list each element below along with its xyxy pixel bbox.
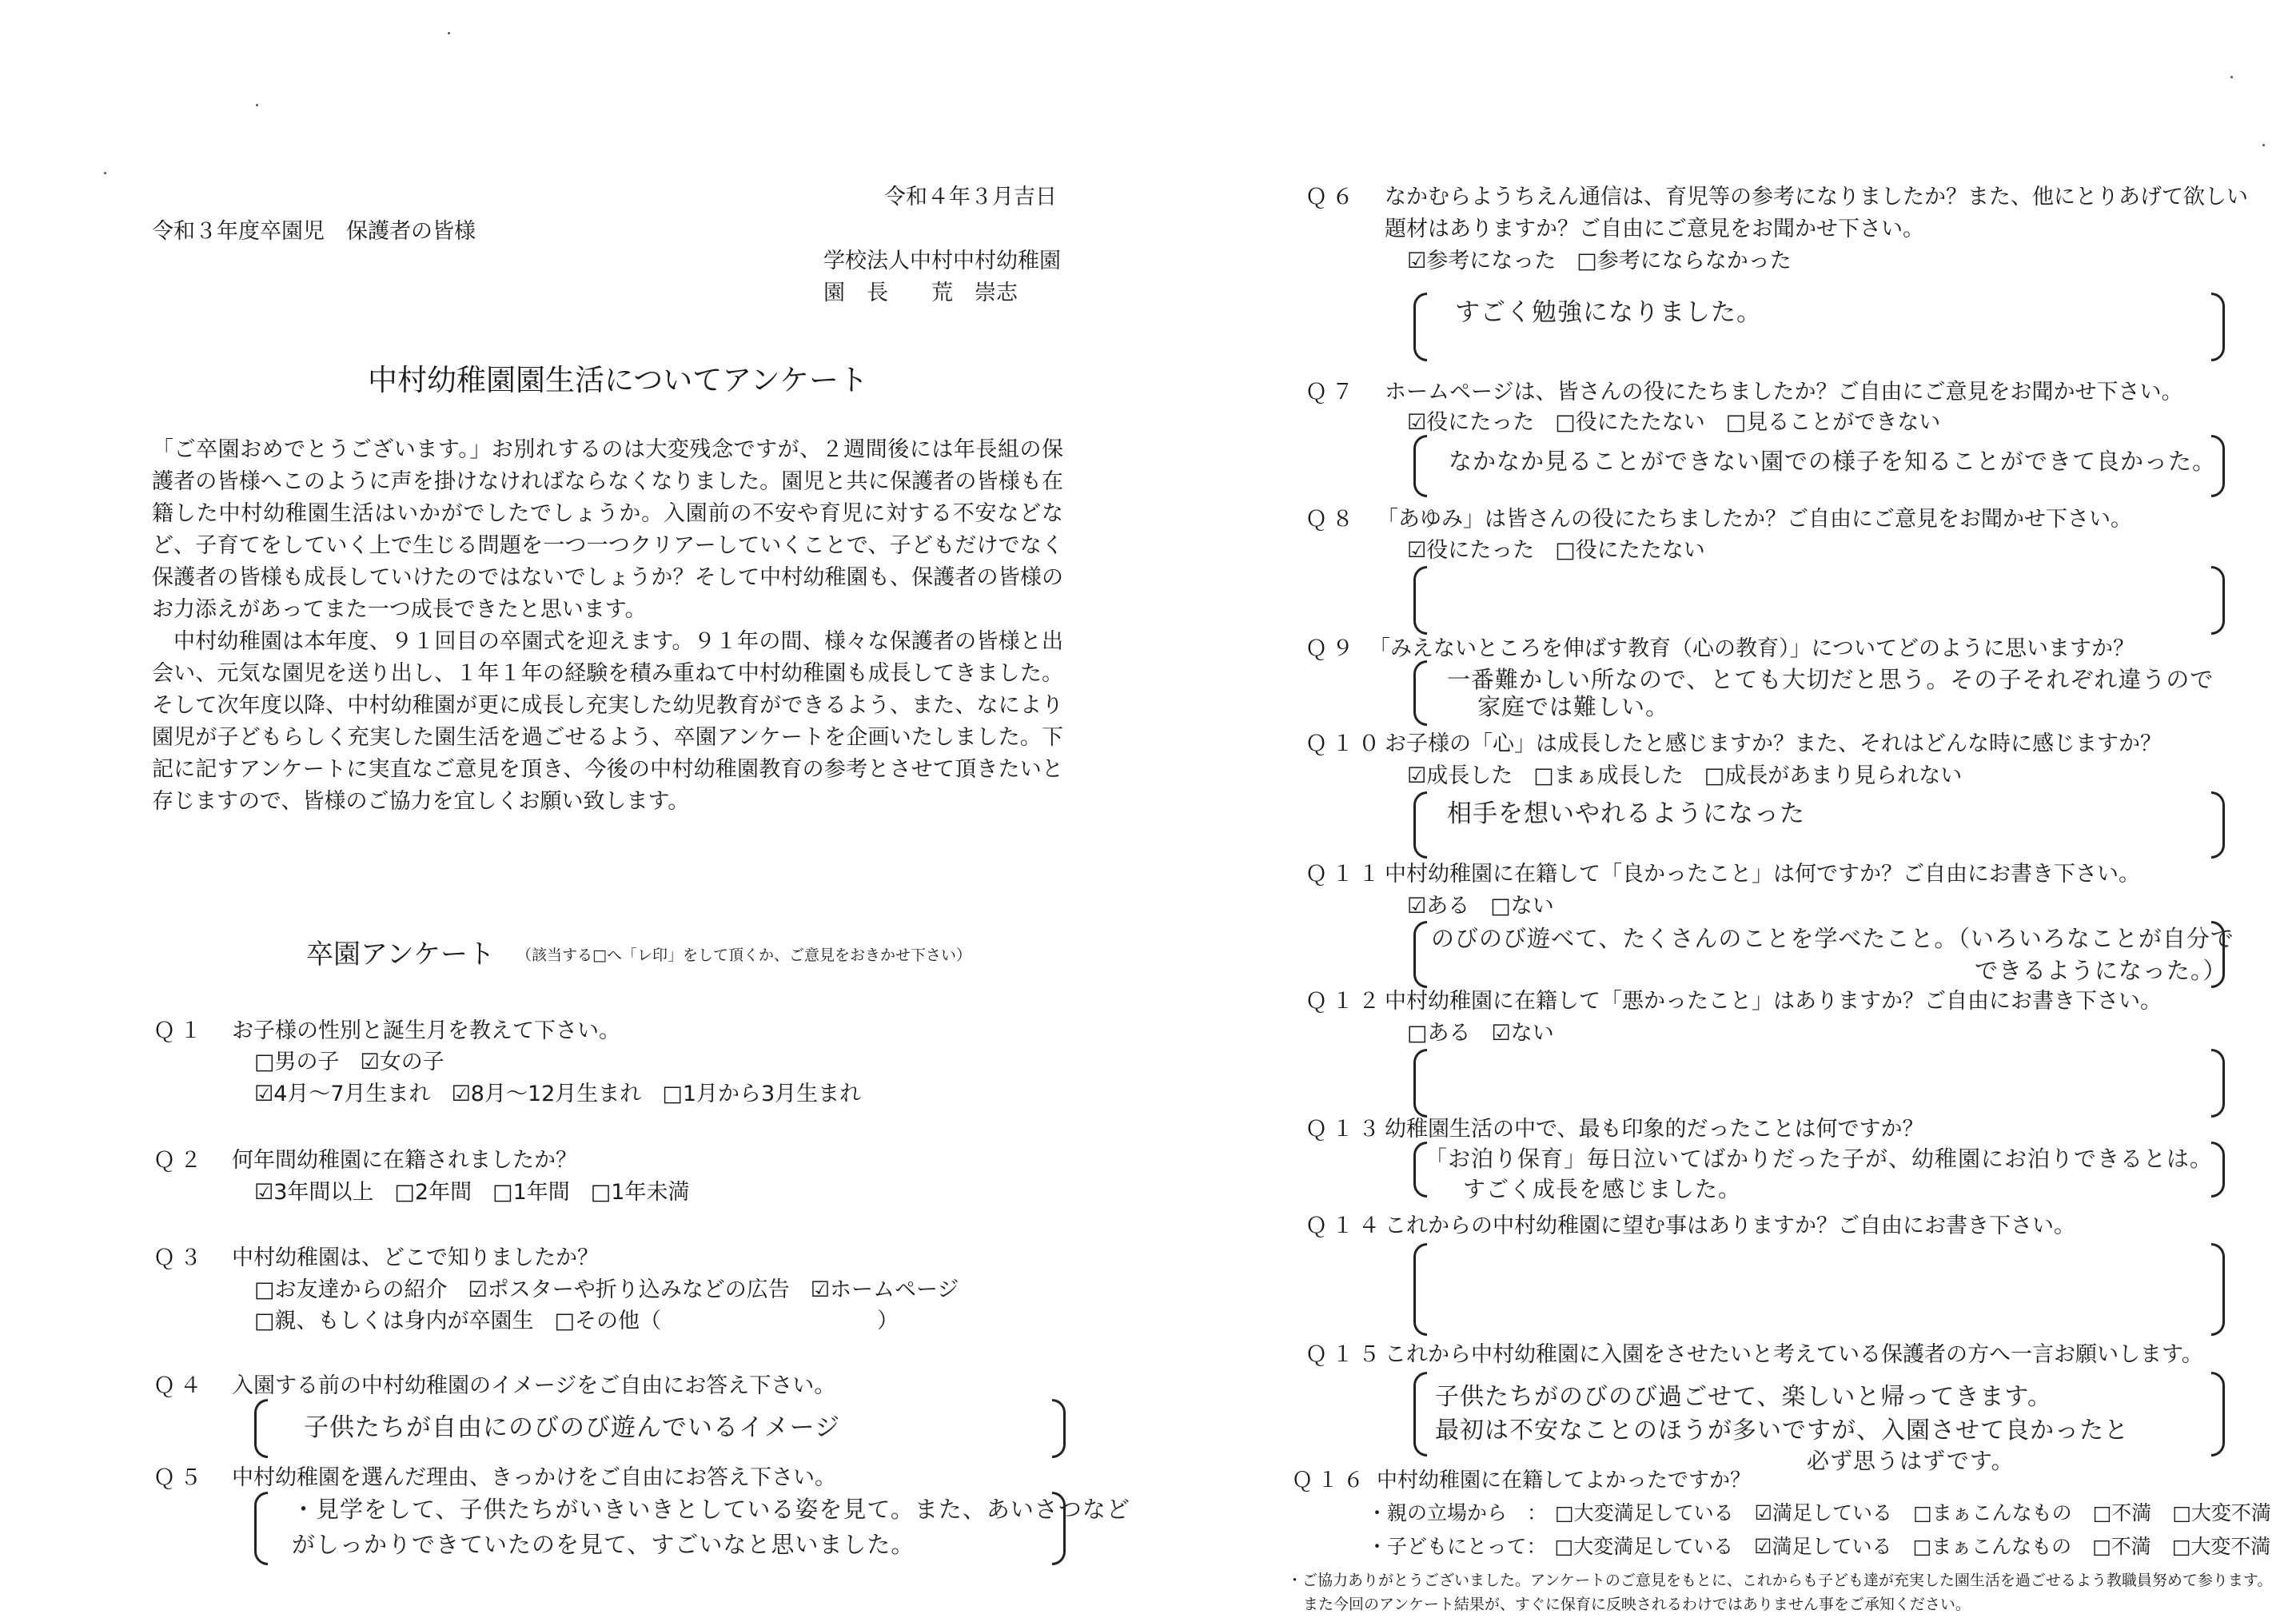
q15-bracket-right [2211, 1372, 2225, 1457]
q16-child-very-dissatisfied[interactable]: □大変不満 [2171, 1535, 2271, 1558]
q6-bracket-right [2211, 293, 2225, 361]
q16-child-label: ・子どもにとって： [1367, 1535, 1547, 1558]
q10-bracket-left [1413, 791, 1427, 859]
scan-speck [448, 32, 450, 34]
q16-question: 中村幼稚園に在籍してよかったですか？ [1377, 1469, 1752, 1492]
q8-question: 「あゆみ」は皆さんの役にたちましたか？ご自由にご意見をお聞かせ下さい。 [1377, 507, 2132, 532]
q15-bracket-left [1413, 1372, 1427, 1457]
q16-parent-label: ・親の立場から ： [1367, 1501, 1548, 1524]
q9-number: Ｑ９ [1305, 636, 1358, 661]
q15-question: これから中村幼稚園に入園をさせたいと考えている保護者の方へ一言お願いします。 [1385, 1342, 2203, 1367]
q4-bracket-right [1052, 1399, 1066, 1458]
q1-option-jan-mar[interactable]: □1月から3月生まれ [662, 1082, 862, 1106]
q16-parent-satisfied[interactable]: ☑満足している [1754, 1501, 1893, 1524]
q8-bracket-left [1413, 566, 1427, 635]
intro-paragraph-2: 中村幼稚園は本年度、９１回目の卒園式を迎えます。９１年の間、様々な保護者の皆様と出会い、元気な園児を送り出し、１年１年の経験を積み重ねて中村幼稚園も成長してきました。そして次年度以降、中村幼稚園が更に成長し充実した幼児教育ができるよう、また、なにより園児が子どもらしく充実した園生活を過ごせるよう、卒園アンケートを企画いたしました。下記に記すアンケートに実直なご意見を頂き、今後の中村幼稚園教育の参考とさせて頂きたいと存じますので、皆様のご協力を宜しくお願い致します。 [152, 629, 1063, 814]
intro-paragraph-1: 「ご卒園おめでとうございます。」お別れするのは大変残念ですが、２週間後には年長組の保護者の皆様へこのように声を掛けなければならなくなりました。園児と共に保護者の皆様も在籍した中村幼稚園生活はいかがでしたでしょうか。入園前の不安や育児に対する不安などなど、子育てをしていく上で生じる問題を一つ一つクリアーしていくことで、子どもだけでなく保護者の皆様も成長していけたのではないでしょうか？そして中村幼稚園も、保護者の皆様のお力添えがあってまた一つ成長できたと思います。 [152, 437, 1063, 622]
q13-number: Ｑ１３ [1305, 1117, 1385, 1142]
q6-number: Ｑ６ [1305, 185, 1358, 209]
q15-answer-line1[interactable]: 子供たちがのびのび過ごせて、楽しいと帰ってきます。 [1435, 1383, 2052, 1411]
q13-bracket-right [2211, 1142, 2225, 1198]
q3-options-row1 [254, 1277, 979, 1304]
q16-parent-very-satisfied[interactable]: □大変満足している [1555, 1501, 1734, 1524]
q5-question: 中村幼稚園を選んだ理由、きっかけをご自由にお答え下さい。 [232, 1465, 836, 1490]
q16-child-row [1367, 1533, 2270, 1560]
q7-option-useful[interactable]: ☑役にたった [1407, 410, 1535, 435]
q10-options [1407, 763, 1983, 790]
principal-name: 園 長 荒 崇志 [823, 281, 1018, 305]
q10-question: お子様の「心」は成長したと感じますか？また、それはどんな時に感じますか？ [1385, 731, 2162, 756]
q11-answer-line1[interactable]: のびのび遊べて、たくさんのことを学べたこと。（いろいろなことが自分で [1431, 925, 2234, 952]
q12-option-no[interactable]: ☑ない [1491, 1021, 1554, 1046]
q3-option-other[interactable]: □その他（ ） [554, 1309, 899, 1333]
q6-bracket-left [1413, 293, 1427, 361]
recipient-line: 令和３年度卒園児 保護者の皆様 [152, 219, 476, 244]
q16-child-satisfied[interactable]: ☑満足している [1754, 1535, 1892, 1558]
q14-number: Ｑ１４ [1305, 1214, 1385, 1238]
intro-text [152, 434, 1063, 818]
q15-answer-line3[interactable]: 必ず思うはずです。 [1807, 1448, 2015, 1474]
q11-number: Ｑ１１ [1305, 862, 1385, 887]
q3-option-homepage[interactable]: ☑ホームページ [810, 1277, 959, 1302]
q6-answer[interactable]: すごく勉強になりました。 [1455, 298, 1762, 327]
q7-answer[interactable]: なかなか見ることができない園での様子を知ることができて良かった。 [1449, 448, 2217, 475]
q14-bracket-right [2211, 1243, 2225, 1336]
q12-options [1407, 1020, 1575, 1047]
q5-answer-line1[interactable]: ・見学をして、子供たちがいきいきとしている姿を見て。また、あいさつなど [292, 1496, 1130, 1523]
q12-bracket-right [2211, 1049, 2225, 1118]
q7-option-not-useful[interactable]: □役にたたない [1555, 410, 1705, 435]
q3-question: 中村幼稚園は、どこで知りましたか？ [232, 1245, 599, 1270]
organization-name: 学校法人中村中村幼稚園 [823, 249, 1061, 273]
q11-bracket-left [1413, 921, 1427, 988]
q11-options [1407, 893, 1575, 920]
survey-note: （該当する□へ「レ印」をして頂くか、ご意見をおきかせ下さい） [516, 946, 971, 964]
q1-question: お子様の性別と誕生月を教えて下さい。 [232, 1018, 620, 1043]
q8-option-useful[interactable]: ☑役にたった [1407, 538, 1535, 563]
q6-options [1407, 248, 1812, 275]
q3-number: Ｑ３ [153, 1245, 206, 1270]
document-date: 令和４年３月吉日 [884, 185, 1057, 209]
scan-speck [256, 104, 258, 106]
q16-parent-so-so[interactable]: □まぁこんなもの [1913, 1501, 2072, 1524]
q9-bracket-left [1413, 660, 1427, 726]
q1-option-apr-jul[interactable]: ☑4月～7月生まれ [254, 1082, 431, 1106]
q5-number: Ｑ５ [153, 1465, 206, 1490]
q10-option-somewhat[interactable]: □まぁ成長した [1533, 763, 1684, 788]
q12-option-yes[interactable]: □ある [1407, 1021, 1471, 1046]
q11-question: 中村幼稚園に在籍して「良かったこと」は何ですか？ご自由にお書き下さい。 [1385, 862, 2140, 887]
q12-bracket-left [1413, 1049, 1427, 1118]
q3-option-friend[interactable]: □お友達からの紹介 [254, 1277, 448, 1302]
q7-question: ホームページは、皆さんの役にたちましたか？ご自由にご意見をお聞かせ下さい。 [1385, 380, 2183, 404]
scan-speck [104, 172, 106, 174]
q2-option-lt1yr[interactable]: □1年未満 [590, 1180, 690, 1205]
q14-bracket-left [1413, 1243, 1427, 1336]
q4-answer[interactable]: 子供たちが自由にのびのび遊んでいるイメージ [304, 1413, 841, 1442]
q14-question: これからの中村幼稚園に望む事はありますか？ご自由にお書き下さい。 [1385, 1214, 2075, 1238]
q8-option-not-useful[interactable]: □役にたたない [1555, 538, 1705, 563]
q15-number: Ｑ１５ [1305, 1342, 1385, 1367]
q9-question: 「みえないところを伸ばす教育（心の教育）」についてどのように思いますか？ [1369, 636, 2135, 661]
q7-option-cannot-view[interactable]: □見ることができない [1725, 410, 1941, 435]
q2-number: Ｑ２ [153, 1148, 206, 1173]
q16-parent-row [1367, 1500, 2271, 1527]
footer-notice: また今回のアンケート結果が、すぐに保育に反映されるわけではありません事をご承知ください。 [1303, 1596, 1971, 1613]
q11-option-yes[interactable]: ☑ある [1407, 894, 1470, 919]
q4-number: Ｑ４ [153, 1373, 206, 1398]
q13-question: 幼稚園生活の中で、最も印象的だったことは何ですか？ [1385, 1117, 1924, 1142]
q7-options [1407, 409, 1961, 436]
q6-question-line2: 題材はありますか？ご自由にご意見をお聞かせ下さい。 [1385, 217, 1924, 241]
q10-option-grew[interactable]: ☑成長した [1407, 763, 1513, 788]
q9-answer-line2[interactable]: 家庭では難しい。 [1477, 693, 1670, 720]
q12-question: 中村幼稚園に在籍して「悪かったこと」はありますか？ご自由にお書き下さい。 [1385, 989, 2162, 1014]
q10-number: Ｑ１０ [1305, 731, 1385, 756]
q1-birth-options [254, 1081, 882, 1108]
scan-speck [2262, 144, 2265, 146]
q16-child-dissatisfied[interactable]: □不満 [2092, 1535, 2151, 1558]
q2-options [254, 1179, 711, 1206]
q16-parent-dissatisfied[interactable]: □不満 [2092, 1501, 2152, 1524]
q8-options [1407, 537, 1726, 564]
q6-option-helpful[interactable]: ☑参考になった [1407, 249, 1557, 273]
survey-title: 卒園アンケート [306, 939, 495, 970]
q11-answer-line2[interactable]: できるようになった。） [1975, 957, 2227, 984]
q10-answer[interactable]: 相手を想いやれるようになった [1447, 799, 1805, 828]
q16-number: Ｑ１６ [1292, 1469, 1369, 1492]
q7-bracket-left [1413, 435, 1427, 497]
q2-option-1yr[interactable]: □1年間 [492, 1180, 570, 1205]
q5-answer-line2[interactable]: がしっかりできていたのを見て、すごいなと思いました。 [292, 1531, 915, 1558]
q6-option-not-helpful[interactable]: □参考にならなかった [1577, 249, 1792, 273]
q1-option-aug-dec[interactable]: ☑8月～12月生まれ [451, 1082, 642, 1106]
q2-option-3yrs[interactable]: ☑3年間以上 [254, 1180, 374, 1205]
q11-option-no[interactable]: □ない [1490, 894, 1554, 919]
q1-option-girl[interactable]: ☑女の子 [360, 1050, 444, 1074]
q10-option-little[interactable]: □成長があまり見られない [1704, 763, 1963, 788]
q3-option-relative[interactable]: □親、もしくは身内が卒園生 [254, 1309, 534, 1333]
q15-answer-line2[interactable]: 最初は不安なことのほうが多いですが、入園させて良かったと [1435, 1417, 2129, 1445]
q1-gender-options [254, 1049, 465, 1076]
q13-answer-line1[interactable]: 「お泊り保育」毎日泣いてばかりだった子が、幼稚園にお泊りできるとは。 [1425, 1146, 2214, 1172]
footer-thanks: ・ご協力ありがとうございました。アンケートのご意見をもとに、これからも子ども達が充実した園生活を過ごせるよう教職員努めて参ります。 [1287, 1572, 2273, 1589]
q16-parent-very-dissatisfied[interactable]: □大変不満 [2172, 1501, 2271, 1524]
q16-child-so-so[interactable]: □まぁこんなもの [1912, 1535, 2072, 1558]
q3-option-poster[interactable]: ☑ポスターや折り込みなどの広告 [468, 1277, 790, 1302]
q2-question: 何年間幼稚園に在籍されましたか？ [232, 1148, 577, 1173]
q8-bracket-right [2211, 566, 2225, 635]
q9-answer-line1[interactable]: 一番難かしい所なので、とても大切だと思う。その子それぞれ違うので [1447, 666, 2214, 693]
q13-answer-line2[interactable]: すごく成長を感じました。 [1463, 1176, 1742, 1202]
q12-number: Ｑ１２ [1305, 989, 1385, 1014]
q5-bracket-left [254, 1492, 268, 1565]
page-title: 中村幼稚園園生活についてアンケート [368, 363, 869, 397]
q1-option-boy[interactable]: □男の子 [254, 1050, 340, 1074]
q2-option-2yrs[interactable]: □2年間 [394, 1180, 472, 1205]
q6-question-line1: なかむらようちえん通信は、育児等の参考になりましたか？また、他にとりあげて欲しい [1385, 185, 2248, 209]
q10-bracket-right [2211, 791, 2225, 859]
q16-child-very-satisfied[interactable]: □大変満足している [1554, 1535, 1734, 1558]
q1-number: Ｑ１ [153, 1018, 206, 1043]
q4-question: 入園する前の中村幼稚園のイメージをご自由にお答え下さい。 [232, 1373, 836, 1398]
q3-options-row2 [254, 1308, 919, 1335]
q7-number: Ｑ７ [1305, 380, 1358, 404]
q4-bracket-left [254, 1399, 268, 1458]
q8-number: Ｑ８ [1305, 507, 1358, 532]
scan-speck [2230, 76, 2233, 78]
